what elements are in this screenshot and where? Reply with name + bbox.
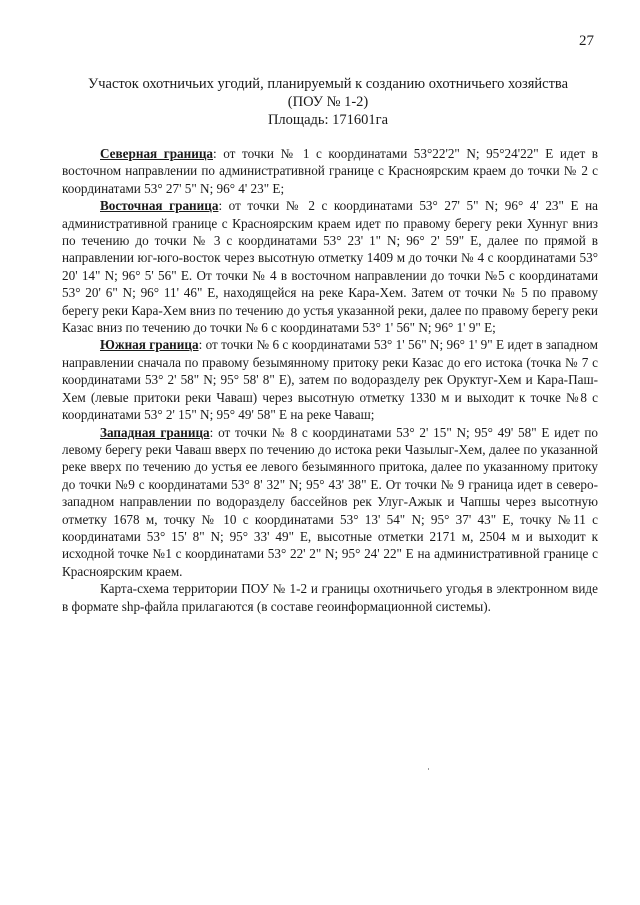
east-boundary-title: Восточная граница (100, 198, 219, 214)
map-scheme-paragraph: Карта-схема территории ПОУ № 1-2 и границы охотничьего угодья в электронном виде в формате shp-файла прилагаются (в составе геоинформационной системы). (62, 581, 598, 614)
north-boundary-paragraph (62, 145, 598, 197)
south-boundary-text: : от точки № 6 с координатами 53° 1' 56" N; 96° 1' 9" E идет в западном направлении сначала по правому безымянному притоку реки Казас до его истока (точка № 7 с координатами 53° 2' 58" N; 95° 58' 8" E), затем по водоразделу рек Оруктуг-Хем и Кара-Паш-Хем (левые притоки реки Чаваш) через высотную отметку 1330 м и выходит к точке №8 с координатами 53° 2' 15" N; 95° 49' 58" E на реке Чаваш; (62, 337, 598, 423)
south-boundary-paragraph (62, 336, 598, 423)
north-boundary-text: : от точки № 1 с координатами 53°22'2" N; 95°24'22" E идет в восточном направлении по административной границе с Красноярским краем до точки № 2 с координатами 53° 27' 5" N; 96° 4' 23" E; (62, 146, 598, 196)
heading-plot-code: (ПОУ № 1-2) (287, 94, 369, 110)
east-boundary-text: : от точки № 2 с координатами 53° 27' 5" N; 96° 4' 23" E на административной границе с Красноярским краем идет по правому берегу реки Хуннуг вниз по течению до точки № 3 с координатами 53° 23' 1" N; 96° 2' 59" E, далее по прямой в направлении юг-юго-восток через высотную отметку 1409 м до точки № 4 с координатами 53° 20' 14" N; 96° 5' 56" E. От точки № 4 в восточном направлении до точки №5 с координатами 53° 20' 6" N; 96° 11' 46" E, находящейся на реке Кара-Хем. Затем от точки № 5 по правому берегу реки Кара-Хем вниз по течению до устья указанной реки, далее по правому берегу реки Казас вниз по течению до точки № 6 с координатами 53° 1' 56" N; 96° 1' 9" E; (62, 198, 598, 336)
heading-area: Площадь: 171601га (267, 112, 389, 128)
heading-title: Участок охотничьих угодий, планируемый к созданию охотничьего хозяйства (87, 76, 569, 92)
south-boundary-title: Южная граница (100, 337, 199, 353)
west-boundary-title: Западная граница (100, 424, 210, 440)
east-boundary-paragraph (62, 197, 598, 336)
page-number: 27 (579, 33, 594, 49)
west-boundary-text: : от точки № 8 с координатами 53° 2' 15" N; 95° 49' 58" E идет по левому берегу реки Чаваш вверх по течению до истока реки Чазылыг-Хем, далее по указанной реке вверх по течению до устья ее левого безымянного притока, далее по указанному притоку до точки №9 с координатами 53° 8' 32" N; 95° 43' 38" E. От точки № 9 граница идет в северо-западном направлении по водоразделу бассейнов рек Улуг-Ажык и Чапшы через высотную отметку 1678 м, точку № 10 с координатами 53° 13' 54" N; 95° 37' 43" E, точку №11 с координатами 53° 15' 8" N; 95° 33' 49" E, высотные отметки 2171 м, 2504 м и выходит к исходной точке №1 с координатами 53° 22' 2" N; 95° 24' 22" E на административной границе с Красноярским краем. (62, 424, 598, 579)
scan-speck (428, 768, 429, 770)
document-heading (62, 75, 594, 129)
north-boundary-title: Северная граница (100, 146, 214, 161)
west-boundary-paragraph (62, 424, 598, 581)
document-body (62, 145, 598, 615)
